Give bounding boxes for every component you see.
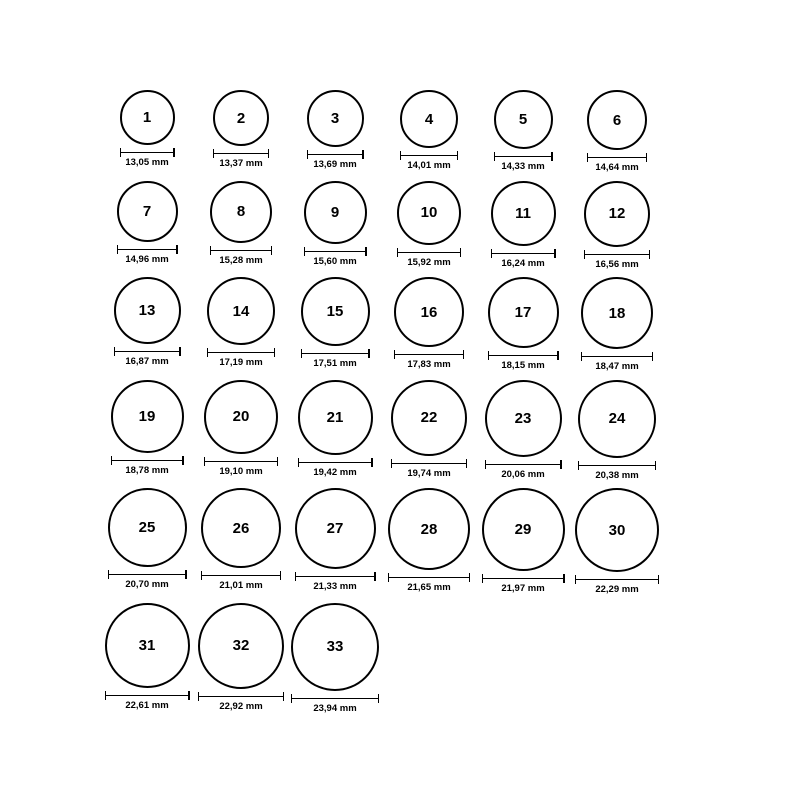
ring-measurement (304, 247, 367, 267)
ring-size-cell[interactable] (570, 181, 664, 270)
ring-circle (491, 181, 556, 246)
ring-diameter-label: 17,19 mm (219, 357, 263, 368)
ring-size-cell[interactable] (476, 277, 570, 372)
caliper-icon (295, 572, 376, 580)
ring-diameter-label: 18,15 mm (501, 360, 545, 371)
ring-size-cell[interactable] (570, 380, 664, 481)
ring-circle (117, 181, 178, 242)
ring-size-number: 4 (424, 110, 434, 128)
ring-diameter-label: 13,05 mm (125, 157, 169, 168)
caliper-icon (485, 460, 562, 468)
ring-size-number: 15 (326, 303, 344, 320)
ring-circle (295, 488, 376, 569)
ring-circle (210, 181, 272, 243)
ring-measurement (397, 248, 461, 268)
ring-circle (488, 277, 559, 348)
ring-size-number: 31 (138, 636, 156, 654)
ring-size-number: 29 (514, 521, 532, 538)
ring-size-cell[interactable] (288, 277, 382, 372)
ring-measurement (587, 153, 647, 173)
ring-size-cell[interactable] (194, 488, 288, 595)
ring-size-number: 26 (232, 519, 250, 537)
ring-size-cell[interactable] (100, 90, 194, 173)
ring-circle (204, 380, 278, 454)
ring-diameter-label: 22,61 mm (125, 699, 169, 711)
ring-measurement (400, 151, 458, 171)
ring-diameter-label: 22,29 mm (595, 584, 639, 595)
ring-circle (485, 380, 562, 457)
ring-size-cell[interactable] (476, 488, 570, 595)
caliper-icon (213, 149, 269, 157)
ring-diameter-label: 14,33 mm (501, 161, 545, 172)
caliper-icon (298, 458, 373, 466)
ring-size-number: 19 (138, 407, 156, 425)
ring-size-cell[interactable] (194, 181, 288, 270)
ring-size-number: 14 (232, 302, 250, 320)
ring-size-number: 17 (514, 304, 532, 321)
ring-size-cell[interactable] (100, 488, 194, 595)
ring-circle (307, 90, 364, 147)
ring-size-cell[interactable] (194, 277, 288, 372)
ring-size-number: 9 (330, 203, 340, 221)
ring-circle (213, 90, 269, 146)
ring-circle (298, 380, 373, 455)
ring-measurement (581, 352, 653, 372)
ring-size-cell[interactable] (288, 380, 382, 481)
ring-measurement (120, 148, 175, 168)
ring-size-number: 25 (138, 519, 156, 536)
caliper-icon (482, 574, 565, 582)
caliper-icon (400, 151, 458, 159)
ring-diameter-label: 15,28 mm (219, 254, 263, 266)
ring-measurement (117, 245, 178, 265)
ring-size-number: 8 (236, 203, 246, 220)
ring-measurement (295, 572, 376, 592)
ring-circle (575, 488, 659, 572)
ring-measurement (198, 692, 284, 712)
ring-diameter-label: 13,69 mm (313, 159, 357, 170)
caliper-icon (114, 347, 181, 355)
ring-size-number: 2 (236, 109, 246, 127)
ring-size-cell[interactable] (288, 181, 382, 270)
ring-size-number: 18 (608, 304, 626, 322)
ring-diameter-label: 21,97 mm (501, 583, 545, 594)
ring-size-cell[interactable] (382, 380, 476, 481)
ring-size-cell[interactable] (194, 603, 288, 714)
caliper-icon (394, 350, 464, 358)
ring-size-number: 28 (420, 520, 438, 538)
ring-circle (111, 380, 184, 453)
ring-circle (108, 488, 187, 567)
ring-size-cell[interactable] (570, 90, 664, 173)
ring-size-number: 21 (326, 408, 344, 426)
ring-size-cell[interactable] (382, 90, 476, 173)
ring-diameter-label: 21,01 mm (219, 580, 263, 591)
ring-diameter-label: 14,64 mm (595, 162, 639, 173)
ring-measurement (584, 250, 650, 270)
ring-circle (482, 488, 565, 571)
ring-size-number: 13 (138, 302, 156, 319)
caliper-icon (575, 575, 659, 583)
ring-measurement (578, 461, 656, 481)
ring-size-number: 32 (232, 637, 250, 654)
ring-measurement (201, 571, 281, 591)
ring-diameter-label: 21,65 mm (407, 582, 451, 593)
caliper-icon (117, 245, 178, 253)
ring-circle (581, 277, 653, 349)
ring-size-cell[interactable] (194, 90, 288, 173)
ring-size-number: 12 (608, 205, 626, 222)
caliper-icon (301, 349, 370, 357)
ring-size-cell[interactable] (194, 380, 288, 481)
ring-measurement (291, 694, 379, 714)
ring-measurement (482, 574, 565, 594)
caliper-icon (105, 691, 190, 699)
ring-size-grid (100, 90, 700, 721)
caliper-icon (587, 153, 647, 161)
ring-circle (304, 181, 367, 244)
caliper-icon (198, 692, 284, 700)
ring-size-number: 10 (420, 204, 438, 221)
ring-diameter-label: 14,96 mm (125, 253, 169, 265)
caliper-icon (307, 150, 364, 158)
ring-diameter-label: 22,92 mm (219, 700, 263, 712)
ring-measurement (213, 149, 269, 169)
ring-size-number: 3 (330, 110, 340, 127)
ring-measurement (108, 570, 187, 590)
ring-diameter-label: 19,74 mm (407, 467, 451, 479)
ring-diameter-label: 16,56 mm (595, 258, 639, 270)
ring-measurement (111, 456, 184, 476)
ring-circle (584, 181, 650, 247)
ring-measurement (105, 691, 190, 711)
caliper-icon (584, 250, 650, 258)
ring-size-cell[interactable] (476, 181, 570, 270)
ring-size-number: 11 (515, 204, 531, 222)
caliper-icon (578, 461, 656, 469)
ring-size-number: 5 (518, 111, 528, 128)
caliper-icon (491, 249, 556, 257)
ring-size-number: 6 (612, 111, 622, 129)
ring-measurement (207, 348, 275, 368)
caliper-icon (388, 573, 470, 581)
ring-size-cell[interactable] (476, 90, 570, 173)
caliper-icon (291, 694, 379, 702)
ring-diameter-label: 13,37 mm (219, 158, 263, 169)
ring-size-cell[interactable] (570, 277, 664, 372)
ring-diameter-label: 20,38 mm (595, 469, 639, 481)
ring-circle (301, 277, 370, 346)
ring-diameter-label: 17,51 mm (313, 358, 357, 369)
ring-measurement (391, 459, 467, 479)
ring-size-number: 23 (514, 409, 532, 427)
ring-size-cell[interactable] (382, 277, 476, 372)
caliper-icon (397, 248, 461, 256)
ring-circle (198, 603, 284, 689)
ring-size-cell[interactable] (382, 488, 476, 595)
ring-measurement (485, 460, 562, 480)
ring-measurement (394, 350, 464, 370)
ring-measurement (301, 349, 370, 369)
ring-diameter-label: 23,94 mm (313, 702, 357, 714)
ring-diameter-label: 21,33 mm (313, 581, 357, 592)
ring-circle (391, 380, 467, 456)
ring-measurement (210, 246, 272, 266)
ring-size-number: 1 (142, 109, 152, 126)
ring-diameter-label: 15,92 mm (407, 256, 451, 268)
ring-measurement (488, 351, 559, 371)
ring-size-number: 24 (608, 410, 626, 427)
ring-measurement (388, 573, 470, 593)
ring-measurement (575, 575, 659, 595)
caliper-icon (111, 456, 184, 464)
ring-size-cell[interactable] (288, 90, 382, 173)
caliper-icon (581, 352, 653, 360)
caliper-icon (488, 351, 559, 359)
ring-size-cell[interactable] (570, 488, 664, 595)
caliper-icon (108, 570, 187, 578)
ring-measurement (204, 457, 278, 477)
ring-size-cell[interactable] (288, 488, 382, 595)
ring-size-number: 7 (142, 202, 152, 220)
ring-diameter-label: 16,87 mm (125, 356, 169, 367)
ring-size-cell[interactable] (288, 603, 382, 714)
ring-diameter-label: 16,24 mm (501, 257, 545, 269)
ring-measurement (494, 152, 553, 172)
ring-measurement (307, 150, 364, 170)
ring-circle (105, 603, 190, 688)
ring-diameter-label: 14,01 mm (407, 160, 451, 171)
ring-circle (120, 90, 175, 145)
ring-circle (400, 90, 458, 148)
ring-size-number: 16 (420, 303, 438, 321)
ring-diameter-label: 19,42 mm (313, 466, 357, 478)
ring-circle (201, 488, 281, 568)
ring-size-cell[interactable] (100, 603, 194, 714)
ring-diameter-label: 15,60 mm (313, 255, 357, 267)
ring-circle (114, 277, 181, 344)
ring-circle (397, 181, 461, 245)
caliper-icon (304, 247, 367, 255)
ring-circle (291, 603, 379, 691)
caliper-icon (201, 571, 281, 579)
caliper-icon (120, 148, 175, 156)
ring-size-number: 22 (420, 409, 438, 426)
ring-size-number: 27 (326, 520, 344, 537)
caliper-icon (210, 246, 272, 254)
ring-measurement (491, 249, 556, 269)
ring-size-cell[interactable] (100, 277, 194, 372)
ring-diameter-label: 20,70 mm (125, 579, 169, 590)
ring-circle (207, 277, 275, 345)
ring-measurement (114, 347, 181, 367)
caliper-icon (207, 348, 275, 356)
ring-measurement (298, 458, 373, 478)
ring-diameter-label: 20,06 mm (501, 468, 545, 480)
caliper-icon (204, 457, 278, 465)
ring-size-number: 20 (232, 408, 250, 425)
ring-circle (388, 488, 470, 570)
ring-circle (394, 277, 464, 347)
ring-diameter-label: 17,83 mm (407, 359, 451, 370)
ring-size-cell[interactable] (382, 181, 476, 270)
ring-circle (578, 380, 656, 458)
caliper-icon (494, 152, 553, 160)
ring-size-cell[interactable] (476, 380, 570, 481)
ring-diameter-label: 18,47 mm (595, 361, 639, 372)
ring-size-cell[interactable] (100, 181, 194, 270)
ring-circle (494, 90, 553, 149)
ring-size-number: 30 (608, 521, 626, 539)
ring-circle (587, 90, 647, 150)
ring-size-cell[interactable] (100, 380, 194, 481)
ring-size-number: 33 (326, 638, 344, 655)
ring-diameter-label: 19,10 mm (219, 465, 263, 477)
ring-diameter-label: 18,78 mm (125, 464, 169, 476)
caliper-icon (391, 459, 467, 467)
